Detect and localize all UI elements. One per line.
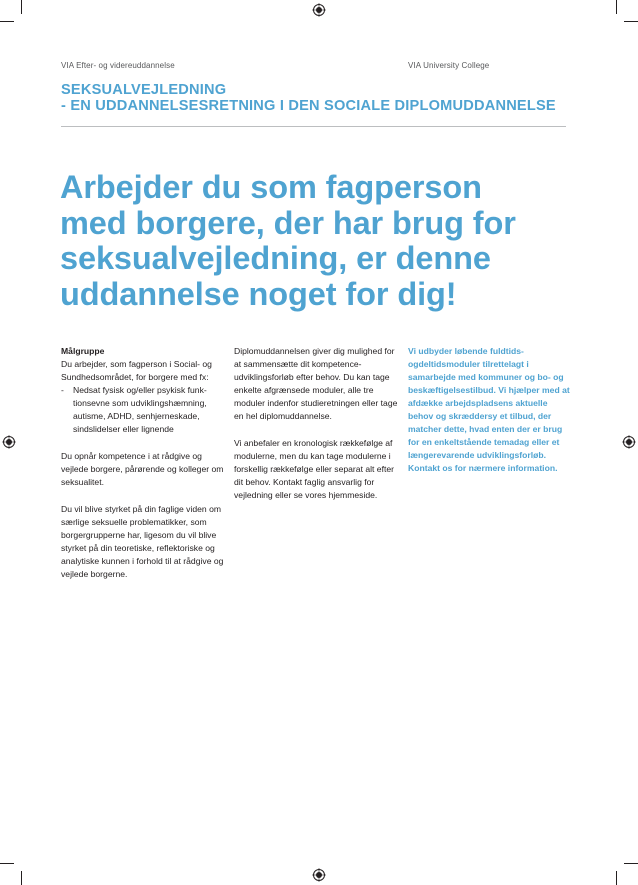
crop-mark-top-right-v	[616, 0, 617, 14]
running-header-right: VIA University College	[408, 61, 490, 70]
divider-rule	[61, 126, 566, 127]
crop-mark-top-left-h	[0, 21, 14, 22]
crop-mark-bottom-right-h	[624, 863, 638, 864]
crop-mark-bottom-right-v	[616, 871, 617, 885]
headline-line: Arbejder du som fagperson	[60, 169, 482, 205]
body-paragraph: Diplomuddannelsen giver dig mulighed for at sammensætte dit kompetenceudviklingsforløb efter behov. Du kan tage enkelte afgrænsede moduler, alle tre moduler indenfor studieretningen eller tage en hel diplomuddannelse.	[234, 346, 398, 421]
section-title	[61, 82, 581, 114]
body-paragraph: Du vil blive styrket på din faglige viden om særlige seksuelle problematikker, som borgergrupperne har, ligesom du vil blive styrket på din teoretiske, reflektoriske og analytiske kunnen i forhold til at rådgive og vejlede borgerne.	[61, 504, 224, 579]
crop-mark-bottom-left-h	[0, 863, 14, 864]
list-item-text: Nedsat fysisk og/eller psykisk funktionsevne som udviklingshæmning, autisme, ADHD, senhjerneskade, sindslidelser eller lignende	[73, 385, 207, 434]
bullet-dash: -	[61, 385, 64, 395]
body-paragraph: Du arbejder, som fagperson i Social- og Sundhedsområdet, for borgere med fx:	[61, 359, 212, 382]
section-title-subline: - EN UDDANNELSESRETNING I DEN SOCIALE DIPLOMUDDANNELSE	[61, 98, 556, 114]
headline	[60, 170, 580, 312]
bullet-list	[61, 384, 229, 436]
callout-paragraph: Vi udbyder løbende fuldtids- ogdeltidsmoduler tilrettelagt i samarbejde med kommuner og bo- og beskæftigelsestilbud. Vi hjælper med at afdække arbejdspladsens aktuelle behov og skræddersy et tilbud, der matcher dette, hvad enten der er brug for en enkeltstående temadag eller et længerevarende udviklingsforløb. Kontakt os for nærmere information.	[408, 346, 570, 473]
body-paragraph: Vi anbefaler en kronologisk rækkefølge af modulerne, men du kan tage modulerne i forskellig rækkefølge eller separat alt efter dit behov. Kontakt faglig ansvarlig for vejledning eller se vores hjemmeside.	[234, 438, 395, 500]
body-paragraph: Du opnår kompetence i at rådgive og vejlede borgere, pårørende og kolleger om seksualitet.	[61, 451, 224, 487]
column-heading: Målgruppe	[61, 346, 105, 356]
column-program-info	[234, 345, 402, 516]
crop-mark-top-left-v	[21, 0, 22, 14]
list-item	[61, 384, 229, 436]
section-title-line: SEKSUALVEJLEDNING	[61, 82, 227, 98]
registration-mark-icon	[622, 435, 636, 449]
headline-line: uddannelse noget for dig!	[60, 275, 457, 312]
registration-mark-icon	[312, 868, 326, 882]
headline-line: med borgere, der har brug for	[60, 204, 516, 241]
headline-line: seksualvejledning, er denne	[60, 240, 491, 276]
crop-mark-bottom-left-v	[21, 871, 22, 885]
column-offer-callout	[408, 345, 570, 489]
registration-mark-icon	[312, 3, 326, 17]
column-target-group	[61, 345, 229, 595]
running-header-left: VIA Efter- og videreuddannelse	[61, 61, 175, 70]
crop-mark-top-right-h	[624, 21, 638, 22]
registration-mark-icon	[2, 435, 16, 449]
